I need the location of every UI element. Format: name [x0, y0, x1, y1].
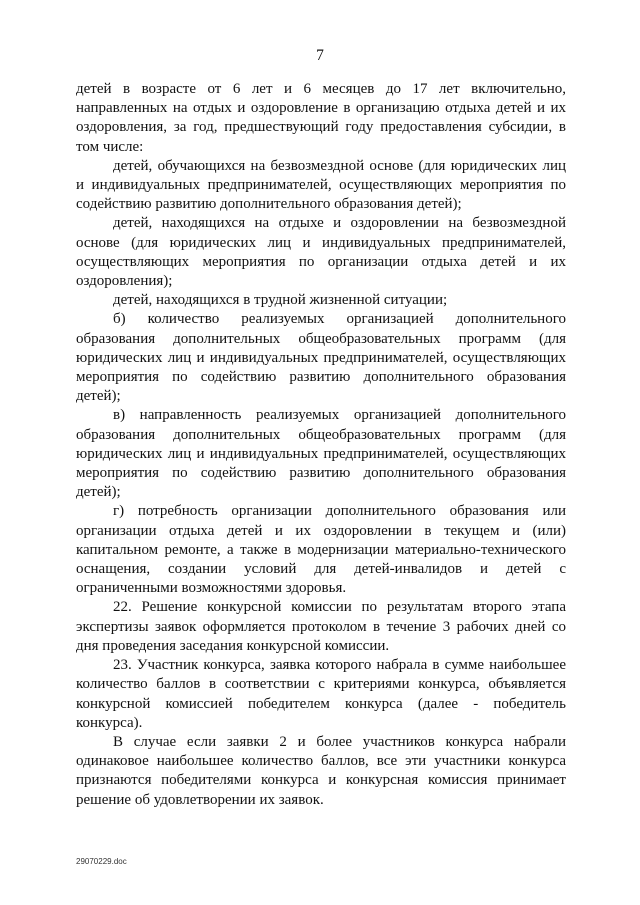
paragraph-2: детей, обучающихся на безвозмездной основе (для юридических лиц и индивидуальных предпринимателей, осуществляющих мероприятия по содействию развитию дополнительного образования детей);	[76, 157, 566, 213]
paragraph-3: детей, находящихся на отдыхе и оздоровлении на безвозмездной основе (для юридических лиц и индивидуальных предпринимателей, осуществляющих мероприятия по организации отдыха детей и их оздоровления);	[76, 215, 566, 290]
paragraph-5: б) количество реализуемых организацией дополнительного образования дополнительных общеобразовательных программ (для юридических лиц и индивидуальных предпринимателей, осуществляющих мероприятия по содействию развитию дополнительного образования детей);	[76, 311, 566, 405]
paragraph-10: В случае если заявки 2 и более участников конкурса набрали одинаковое наибольшее количество баллов, все эти участники конкурса признаются победителями конкурса и конкурсная комиссия принимает решение об удовлетворении их заявок.	[76, 733, 566, 808]
paragraph-9: 23. Участник конкурса, заявка которого набрала в сумме наибольшее количество баллов в соответствии с критериями конкурса, объявляется конкурсной комиссией победителем конкурса (далее - победитель конкурса).	[76, 657, 566, 731]
paragraph-8: 22. Решение конкурсной комиссии по результатам второго этапа экспертизы заявок оформляется протоколом в течение 3 рабочих дней со дня проведения заседания конкурсной комиссии.	[76, 599, 566, 654]
page-number: 7	[316, 47, 324, 64]
paragraph-6: в) направленность реализуемых организацией дополнительного образования дополнительных общеобразовательных программ (для юридических лиц и индивидуальных предпринимателей, осуществляющих мероприятия по содействию развитию дополнительного образования детей);	[76, 407, 566, 501]
paragraph-1: детей в возрасте от 6 лет и 6 месяцев до 17 лет включительно, направленных на отдых и оздоровление в организацию отдыха детей и их оздоровления, за год, предшествующий году предоставления субсидии, в том числе:	[76, 81, 566, 155]
footer-filename: 29070229.doc	[76, 857, 127, 866]
document-body	[76, 80, 566, 810]
paragraph-4: детей, находящихся в трудной жизненной ситуации;	[113, 292, 448, 309]
paragraph-7: г) потребность организации дополнительного образования или организации отдыха детей и их оздоровлении в текущем и (или) капитальном ремонте, а также в модернизации материально-технического оснащения, создании условий для детей-инвалидов и детей с ограниченными возможностями здоровья.	[76, 503, 566, 597]
